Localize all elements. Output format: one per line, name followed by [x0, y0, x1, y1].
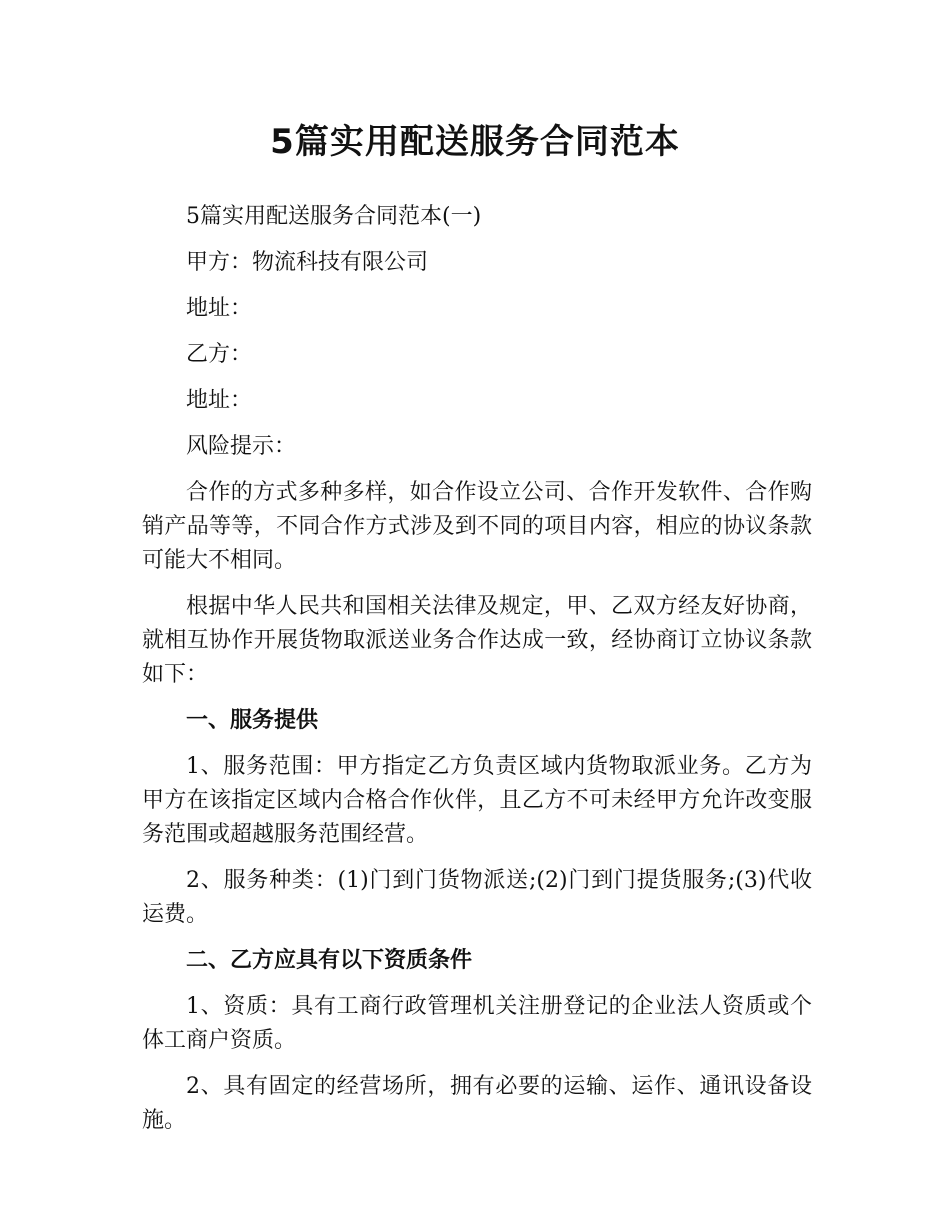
facilities-paragraph: 2、具有固定的经营场所，拥有必要的运输、运作、通讯设备设施。 [142, 1074, 812, 1133]
service-scope-paragraph: 1、服务范围：甲方指定乙方负责区域内货物取派业务。乙方为甲方在该指定区域内合格合作伙伴，且乙方不可未经甲方允许改变服务范围或超越服务范围经营。 [142, 754, 812, 847]
section-heading-qualifications: 二、乙方应具有以下资质条件 [186, 948, 473, 973]
intro-paragraph: 根据中华人民共和国相关法律及规定，甲、乙双方经友好协商，就相互协作开展货物取派送业务合作达成一致，经协商订立协议条款如下： [142, 594, 812, 687]
section-heading-service: 一、服务提供 [186, 708, 319, 733]
party-b-address-line: 地址： [186, 388, 253, 413]
contract-subtitle: 5篇实用配送服务合同范本(一) [186, 204, 482, 229]
qualification-paragraph: 1、资质：具有工商行政管理机关注册登记的企业法人资质或个体工商户资质。 [142, 994, 812, 1053]
risk-label: 风险提示： [186, 434, 297, 459]
document-title: 5篇实用配送服务合同范本 [270, 122, 680, 162]
party-a-line: 甲方：物流科技有限公司 [186, 250, 429, 275]
document-body [142, 200, 812, 1150]
party-a-address-line: 地址： [186, 296, 253, 321]
service-types-paragraph: 2、服务种类：(1)门到门货物派送;(2)门到门提货服务;(3)代收运费。 [142, 868, 812, 927]
party-b-line: 乙方： [186, 342, 253, 367]
risk-paragraph: 合作的方式多种多样，如合作设立公司、合作开发软件、合作购销产品等等，不同合作方式涉及到不同的项目内容，相应的协议条款可能大不相同。 [142, 480, 812, 573]
